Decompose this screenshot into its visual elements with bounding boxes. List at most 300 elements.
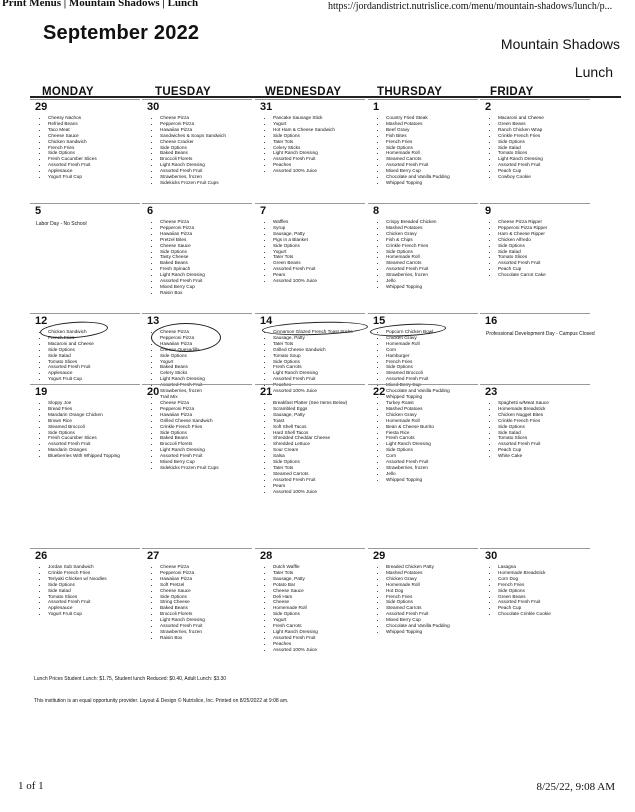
- day-wednesday: WEDNESDAY: [265, 86, 342, 98]
- menu-item: • Light Ranch Dressing: [273, 370, 365, 376]
- menu-item: • Strawberries, frozen: [160, 388, 252, 394]
- menu-item: • Side Options: [160, 145, 252, 151]
- school-name: Mountain Shadows: [500, 36, 620, 52]
- menu-item: • Fresh Carrots: [273, 364, 365, 370]
- menu-item: • Macaroni and Cheese: [498, 115, 590, 121]
- menu-item: • Hawaiian Pizza: [160, 231, 252, 237]
- menu-item: • Taco Meat: [48, 127, 140, 133]
- menu-item: • Blueberries With Whipped Topping: [48, 453, 140, 459]
- menu-item: • Green Beans: [498, 121, 590, 127]
- menu-item: • Hamburger: [386, 353, 478, 359]
- menu-item: • Side Options: [160, 353, 252, 359]
- menu-item: • Sausage, Patty: [273, 231, 365, 237]
- day-note: Labor Day - No School: [36, 221, 87, 227]
- menu-item: • Crinkle French Fries: [386, 243, 478, 249]
- day-thursday: THURSDAY: [377, 86, 443, 98]
- menu-item: • French Fries: [48, 145, 140, 151]
- menu-item-list: [368, 400, 478, 483]
- menu-item: • Side Options: [160, 430, 252, 436]
- menu-item: • Refried Beans: [48, 121, 140, 127]
- menu-item: • Trail Mix: [160, 394, 252, 400]
- day-date: 27: [147, 550, 160, 562]
- menu-item: • Crinkle French Fries: [498, 418, 590, 424]
- menu-item: • Peach Cup: [498, 168, 590, 174]
- menu-item: • Side Salad: [48, 353, 140, 359]
- menu-item: • Baked Beans: [160, 605, 252, 611]
- menu-item: • Side Options: [273, 133, 365, 139]
- menu-item: • Steamed Carrots: [386, 156, 478, 162]
- menu-item: • Tomato Slices: [498, 254, 590, 260]
- menu-item: • Green Beans: [273, 260, 365, 266]
- day-cell: [30, 384, 140, 547]
- day-cell: [142, 99, 252, 202]
- menu-item: • Pepperoni Pizza: [160, 225, 252, 231]
- menu-item: • Strawberries, frozen: [386, 272, 478, 278]
- menu-item: • Chocolate and Vanilla Pudding: [386, 174, 478, 180]
- menu-item-list: [30, 400, 140, 459]
- menu-item: • Tater Tots: [273, 341, 365, 347]
- menu-item: • Fiesta Rice: [386, 430, 478, 436]
- menu-item: • Whipped Topping: [386, 284, 478, 290]
- day-date: 6: [147, 205, 154, 217]
- day-date: 19: [35, 386, 48, 398]
- day-cell: [480, 99, 590, 202]
- menu-item: • Assorted Fresh Fruit: [386, 162, 478, 168]
- menu-item: • French Fries: [386, 359, 478, 365]
- menu-item: • Side Options: [273, 243, 365, 249]
- menu-item: • Cheese Quesadilla: [160, 347, 252, 353]
- menu-item: • Side Options: [386, 599, 478, 605]
- menu-item: • Side Options: [273, 611, 365, 617]
- menu-item: • Assorted Fresh Fruit: [498, 162, 590, 168]
- menu-item-list: [255, 564, 365, 653]
- menu-item: • Scrambled Eggs: [273, 406, 365, 412]
- day-date: 29: [373, 550, 386, 562]
- menu-item: • Chocolate and Vanilla Pudding: [386, 623, 478, 629]
- menu-item: • Assorted 100% Juice: [273, 168, 365, 174]
- menu-item: • Toast: [273, 418, 365, 424]
- header-rule: [30, 96, 621, 98]
- day-date: 1: [373, 101, 380, 113]
- menu-item: • Assorted Fresh Fruit: [160, 623, 252, 629]
- menu-item: • Crinkle French Fries: [48, 570, 140, 576]
- menu-item: • Pigs in a Blanket: [273, 237, 365, 243]
- menu-item-list: [255, 400, 365, 495]
- menu-item: • Sandwiches & Soups Sandwich: [160, 133, 252, 139]
- menu-item: • Side Options: [498, 139, 590, 145]
- menu-item: • Cheese: [273, 599, 365, 605]
- day-date: 20: [147, 386, 160, 398]
- menu-item: • Assorted Fresh Fruit: [273, 477, 365, 483]
- menu-item: • Tasty Cheese: [160, 254, 252, 260]
- day-cell: [368, 203, 478, 312]
- day-date: 12: [35, 315, 48, 327]
- menu-item: • Potato Bar: [273, 582, 365, 588]
- menu-item: • Homemade Roll: [386, 341, 478, 347]
- menu-item: • Side Options: [48, 347, 140, 353]
- menu-item: • Chicken Alfredo: [498, 237, 590, 243]
- menu-item: • Side Options: [386, 145, 478, 151]
- menu-item: • Hard Shell Tacos: [273, 430, 365, 436]
- menu-item: • Homemade Roll: [386, 582, 478, 588]
- menu-item: • Waffles: [273, 219, 365, 225]
- menu-item: • Macaroni and Cheese: [48, 341, 140, 347]
- menu-item: • Side Salad: [48, 588, 140, 594]
- menu-item: • Grilled Cheese Sandwich: [273, 347, 365, 353]
- menu-item: • Beef Gravy: [386, 127, 478, 133]
- menu-item: • Yogurt Fruit Cup: [48, 376, 140, 382]
- day-date: 5: [35, 205, 42, 217]
- menu-item: • Assorted 100% Juice: [273, 489, 365, 495]
- menu-item: • Mixed Berry Cup: [386, 382, 478, 388]
- menu-item: • Peaches: [273, 382, 365, 388]
- menu-item: • Sidekicks Frozen Fruit Cups: [160, 465, 252, 471]
- menu-item: • Green Beans: [498, 594, 590, 600]
- menu-item: • Lasagna: [498, 564, 590, 570]
- menu-item: • Sausage, Patty: [273, 335, 365, 341]
- menu-item-list: [30, 564, 140, 617]
- menu-item: • Chocolate and Vanilla Pudding: [386, 388, 478, 394]
- day-date: 2: [485, 101, 492, 113]
- day-monday: MONDAY: [42, 86, 94, 98]
- menu-item: • Side Options: [273, 359, 365, 365]
- day-date: 28: [260, 550, 273, 562]
- menu-item: • Applesauce: [48, 605, 140, 611]
- day-cell: [30, 548, 140, 674]
- menu-item: • Yogurt Fruit Cup: [48, 611, 140, 617]
- menu-item: • Chicken Gravy: [386, 335, 478, 341]
- menu-item: • Fresh Carrots: [273, 623, 365, 629]
- day-date: 23: [485, 386, 498, 398]
- menu-item-list: [368, 564, 478, 635]
- menu-item: • Hot Ham & Cheese Sandwich: [273, 127, 365, 133]
- print-datetime: 8/25/22, 9:08 AM: [536, 781, 615, 793]
- menu-item: • Side Salad: [498, 430, 590, 436]
- menu-item: • Fresh Cucumber Slices: [48, 435, 140, 441]
- menu-item: • French Fries: [386, 594, 478, 600]
- day-cell: [368, 384, 478, 547]
- menu-item-list: [480, 219, 590, 278]
- day-cell: [30, 99, 140, 202]
- menu-item: • Jordan Sub Sandwich: [48, 564, 140, 570]
- menu-item: • Cowboy Cookie: [498, 174, 590, 180]
- menu-item: • Broccoli Florets: [160, 611, 252, 617]
- day-cell: [142, 548, 252, 674]
- menu-item: • Pepperoni Pizza: [160, 335, 252, 341]
- menu-item: • Breaded Chicken Patty: [386, 564, 478, 570]
- menu-item: • Homemade Roll: [386, 150, 478, 156]
- day-date: 9: [485, 205, 492, 217]
- menu-item: • Homemade Roll: [386, 254, 478, 260]
- menu-item: • Whipped Topping: [386, 477, 478, 483]
- menu-item: • Cinnamon Glazed French Toast Sticks: [273, 329, 365, 335]
- day-date: 8: [373, 205, 380, 217]
- menu-item: • Brown Rice: [48, 418, 140, 424]
- menu-item: • Chocolate Crinkle Cookie: [498, 611, 590, 617]
- menu-item: • Deli Ham: [273, 594, 365, 600]
- menu-item: • Sidekicks Frozen Fruit Cups: [160, 180, 252, 186]
- menu-item: • Broccoli Florets: [160, 156, 252, 162]
- menu-item: • Steamed Broccoli: [386, 370, 478, 376]
- menu-item: • Homemade Roll: [273, 605, 365, 611]
- menu-item: • Baked Beans: [160, 150, 252, 156]
- menu-item: • Tomato Slices: [498, 435, 590, 441]
- menu-item: • Mashed Potatoes: [386, 121, 478, 127]
- menu-item: • Assorted Fresh Fruit: [48, 364, 140, 370]
- menu-item: • Applesauce: [48, 370, 140, 376]
- menu-item: • Ranch Chicken Wrap: [498, 127, 590, 133]
- menu-item: • Soft Pretzel: [160, 582, 252, 588]
- menu-item: • French Fries: [498, 582, 590, 588]
- menu-item: • Steamed Carrots: [273, 471, 365, 477]
- menu-item: • Assorted Fresh Fruit: [273, 376, 365, 382]
- day-date: 16: [485, 315, 498, 327]
- day-date: 26: [35, 550, 48, 562]
- menu-item: • Assorted Fresh Fruit: [498, 599, 590, 605]
- menu-item: • Steamed Carrots: [386, 605, 478, 611]
- menu-item: • Salsa: [273, 453, 365, 459]
- day-date: 29: [35, 101, 48, 113]
- meal-name: Lunch: [574, 64, 613, 80]
- menu-item-list: [368, 115, 478, 186]
- menu-item: • Whipped Topping: [386, 394, 478, 400]
- menu-item: • Assorted Fresh Fruit: [498, 441, 590, 447]
- menu-item: • Cheese Cracker: [160, 139, 252, 145]
- menu-item: • Homemade Breadstick: [498, 570, 590, 576]
- menu-item: • Sloppy Joe: [48, 400, 140, 406]
- menu-item: • Celery Sticks: [273, 145, 365, 151]
- menu-item: • Light Ranch Dressing: [160, 162, 252, 168]
- menu-item: • Homemade Breadstick: [498, 406, 590, 412]
- menu-item: • Side Options: [48, 150, 140, 156]
- menu-item: • Country Fried Steak: [386, 115, 478, 121]
- menu-item: • String Cheese: [160, 599, 252, 605]
- menu-item: • Mixed Berry Cup: [160, 284, 252, 290]
- menu-item: • Hawaiian Pizza: [160, 412, 252, 418]
- menu-item: • Chicken Sandwich: [48, 329, 140, 335]
- menu-item: • Pepperoni Pizza: [160, 406, 252, 412]
- menu-item: • Broccoli Florets: [160, 441, 252, 447]
- menu-item: • Chicken Gravy: [386, 576, 478, 582]
- menu-item: • Pretzel Bites: [160, 237, 252, 243]
- menu-item: • Chicken Gravy: [386, 231, 478, 237]
- day-cell: [480, 203, 590, 312]
- menu-item: • Strawberries, frozen: [386, 465, 478, 471]
- menu-item: • Light Ranch Dressing: [386, 441, 478, 447]
- menu-item: • Light Ranch Dressing: [498, 156, 590, 162]
- day-cell: [368, 99, 478, 202]
- menu-item: • Assorted 100% Juice: [273, 278, 365, 284]
- menu-item: • Cheese Pizza: [160, 329, 252, 335]
- menu-item: • Assorted Fresh Fruit: [498, 260, 590, 266]
- menu-item: • Fish & Chips: [386, 237, 478, 243]
- menu-item: • Mashed Potatoes: [386, 570, 478, 576]
- menu-item: • Raisin Box: [160, 635, 252, 641]
- day-date: 30: [485, 550, 498, 562]
- menu-item: • Mandarin Oranges: [48, 447, 140, 453]
- menu-item: • Assorted Fresh Fruit: [273, 266, 365, 272]
- menu-item-list: [142, 115, 252, 186]
- day-date: 22: [373, 386, 386, 398]
- menu-item: • Light Ranch Dressing: [160, 376, 252, 382]
- menu-item: • Chicken Gravy: [386, 412, 478, 418]
- menu-item: • Sour Cream: [273, 447, 365, 453]
- menu-item: • Tater Tots: [273, 465, 365, 471]
- menu-item: • Sausage, Patty: [273, 576, 365, 582]
- print-header-title: Print Menus | Mountain Shadows | Lunch: [2, 0, 199, 9]
- menu-item: • Cheese Sauce: [48, 133, 140, 139]
- day-date: 31: [260, 101, 273, 113]
- menu-item: • Crinkle French Fries: [498, 133, 590, 139]
- menu-item: • French Fries: [48, 335, 140, 341]
- day-cell: [480, 384, 590, 547]
- menu-item: • Assorted Fresh Fruit: [48, 599, 140, 605]
- menu-item: • Sausage, Patty: [273, 412, 365, 418]
- menu-item: • Crispy Breaded Chicken: [386, 219, 478, 225]
- menu-item: • Fish Bites: [386, 133, 478, 139]
- menu-item: • Shredded Lettuce: [273, 441, 365, 447]
- menu-item: • Cheese Sauce: [273, 588, 365, 594]
- menu-item: • Fresh Carrots: [386, 435, 478, 441]
- day-cell: [30, 203, 140, 312]
- menu-item: • Pepperoni Pizza Ripper: [498, 225, 590, 231]
- day-date: 30: [147, 101, 160, 113]
- menu-item: • Celery Sticks: [160, 370, 252, 376]
- day-cell: [255, 203, 365, 312]
- menu-item-list: [368, 219, 478, 290]
- menu-item: • Crinkle French Fries: [160, 424, 252, 430]
- day-cell: [142, 203, 252, 312]
- day-note: Professional Development Day - Campus Closed: [486, 331, 595, 337]
- menu-item-list: [142, 564, 252, 641]
- menu-item: • Baked Beans: [160, 435, 252, 441]
- menu-item: • Assorted Fresh Fruit: [48, 162, 140, 168]
- menu-item: • Assorted Fresh Fruit: [273, 156, 365, 162]
- menu-item: • Yogurt: [273, 121, 365, 127]
- menu-item: • Side Options: [386, 447, 478, 453]
- menu-item: • Corn Dog: [498, 576, 590, 582]
- menu-item: • Pancake Sausage Stick: [273, 115, 365, 121]
- day-date: 15: [373, 315, 386, 327]
- day-cell: [255, 384, 365, 547]
- menu-item: • Light Ranch Dressing: [160, 272, 252, 278]
- menu-item: • Yogurt: [160, 359, 252, 365]
- menu-item: • Assorted Fresh Fruit: [48, 441, 140, 447]
- day-cell: [142, 384, 252, 547]
- menu-item: • Yogurt: [273, 617, 365, 623]
- menu-item: • Homemade Roll: [386, 418, 478, 424]
- menu-item: • Cheese Pizza: [160, 115, 252, 121]
- menu-item: • Turkey Roast: [386, 400, 478, 406]
- menu-item: • Baked Beans: [160, 364, 252, 370]
- menu-item: • Fresh Spinach: [160, 266, 252, 272]
- menu-item: • Pepperoni Pizza: [160, 570, 252, 576]
- menu-item: • Peaches: [273, 162, 365, 168]
- menu-item-list: [255, 219, 365, 284]
- menu-item: • Chicken Sandwich: [48, 139, 140, 145]
- menu-item: • Side Options: [386, 364, 478, 370]
- menu-item: • Peach Cup: [498, 447, 590, 453]
- menu-item: • Grilled Cheese Sandwich: [160, 418, 252, 424]
- menu-item: • Hawaiian Pizza: [160, 341, 252, 347]
- menu-item: • Soft Shell Tacos: [273, 424, 365, 430]
- menu-item: • Peach Cup: [498, 266, 590, 272]
- menu-item: • Baked Beans: [160, 260, 252, 266]
- menu-item: • Tomato Slices: [48, 594, 140, 600]
- menu-item: • Syrup: [273, 225, 365, 231]
- menu-item: • Yogurt: [273, 249, 365, 255]
- menu-item: • Tater Tots: [273, 139, 365, 145]
- menu-item-list: [30, 329, 140, 382]
- print-header-url: https://jordandistrict.nutrislice.com/menu/mountain-shadows/lunch/p...: [328, 1, 613, 12]
- menu-item: • Whipped Topping: [386, 629, 478, 635]
- menu-item: • Mixed Berry Cup: [386, 168, 478, 174]
- menu-title: September 2022: [43, 22, 200, 44]
- menu-item: • Raisin Box: [160, 290, 252, 296]
- menu-item: • Chocolate Carrot Cake: [498, 272, 590, 278]
- menu-item: • Popcorn Chicken Bowl: [386, 329, 478, 335]
- menu-item: • Whipped Topping: [386, 180, 478, 186]
- menu-item: • Side Options: [48, 430, 140, 436]
- menu-item: • Side Options: [273, 459, 365, 465]
- menu-item: • Cheese Sauce: [160, 588, 252, 594]
- menu-item: • Light Ranch Dressing: [160, 617, 252, 623]
- menu-item: • Assorted Fresh Fruit: [273, 635, 365, 641]
- day-date: 7: [260, 205, 267, 217]
- day-cell: [480, 313, 595, 383]
- page-count: 1 of 1: [18, 780, 44, 792]
- menu-item: • Corn: [386, 453, 478, 459]
- menu-item: • Cheese Pizza Ripper: [498, 219, 590, 225]
- menu-item: • Light Ranch Dressing: [160, 447, 252, 453]
- menu-item: • Side Options: [48, 582, 140, 588]
- menu-item: • Hot Dog: [386, 588, 478, 594]
- menu-item: • Assorted Fresh Fruit: [386, 266, 478, 272]
- menu-item-list: [142, 400, 252, 471]
- day-tuesday: TUESDAY: [155, 86, 211, 98]
- menu-item: • Pears: [273, 272, 365, 278]
- menu-item-list: [480, 564, 590, 617]
- menu-item: • Assorted 100% Juice: [273, 647, 365, 653]
- menu-item: • Applesauce: [48, 168, 140, 174]
- menu-item: • Assorted Fresh Fruit: [160, 382, 252, 388]
- menu-item: • Jello: [386, 278, 478, 284]
- menu-item: • Assorted Fresh Fruit: [160, 168, 252, 174]
- menu-item: • Assorted Fresh Fruit: [386, 459, 478, 465]
- menu-item: • Assorted 100% Juice: [273, 388, 365, 394]
- menu-item: • Assorted Fresh Fruit: [160, 278, 252, 284]
- menu-item: • Dutch Waffle: [273, 564, 365, 570]
- menu-item: • Chicken Nugget Bites: [498, 412, 590, 418]
- menu-item: • Side Options: [498, 243, 590, 249]
- menu-item: • Tomato Slices: [48, 359, 140, 365]
- menu-item: • Assorted Fresh Fruit: [386, 376, 478, 382]
- pen-circle-annotation: [151, 323, 221, 352]
- menu-item: • Pepperoni Pizza: [160, 121, 252, 127]
- menu-item: • Tomato Soup: [273, 353, 365, 359]
- menu-item: • Cheese Sauce: [160, 243, 252, 249]
- day-friday: FRIDAY: [490, 86, 534, 98]
- equal-opportunity-note: This institution is an equal opportunity provider. Layout & Design © Nutrislice, Inc. Printed on 8/25/2022 at 9:08 am.: [34, 698, 289, 704]
- menu-item: • Bread Fries: [48, 406, 140, 412]
- menu-item: • Corn: [386, 347, 478, 353]
- menu-item: • Yogurt Fruit Cup: [48, 174, 140, 180]
- menu-item: • Tomato Slices: [498, 150, 590, 156]
- menu-item-list: [255, 115, 365, 174]
- menu-item: • Peaches: [273, 641, 365, 647]
- menu-item: • Side Options: [160, 249, 252, 255]
- menu-item: • Tater Tots: [273, 254, 365, 260]
